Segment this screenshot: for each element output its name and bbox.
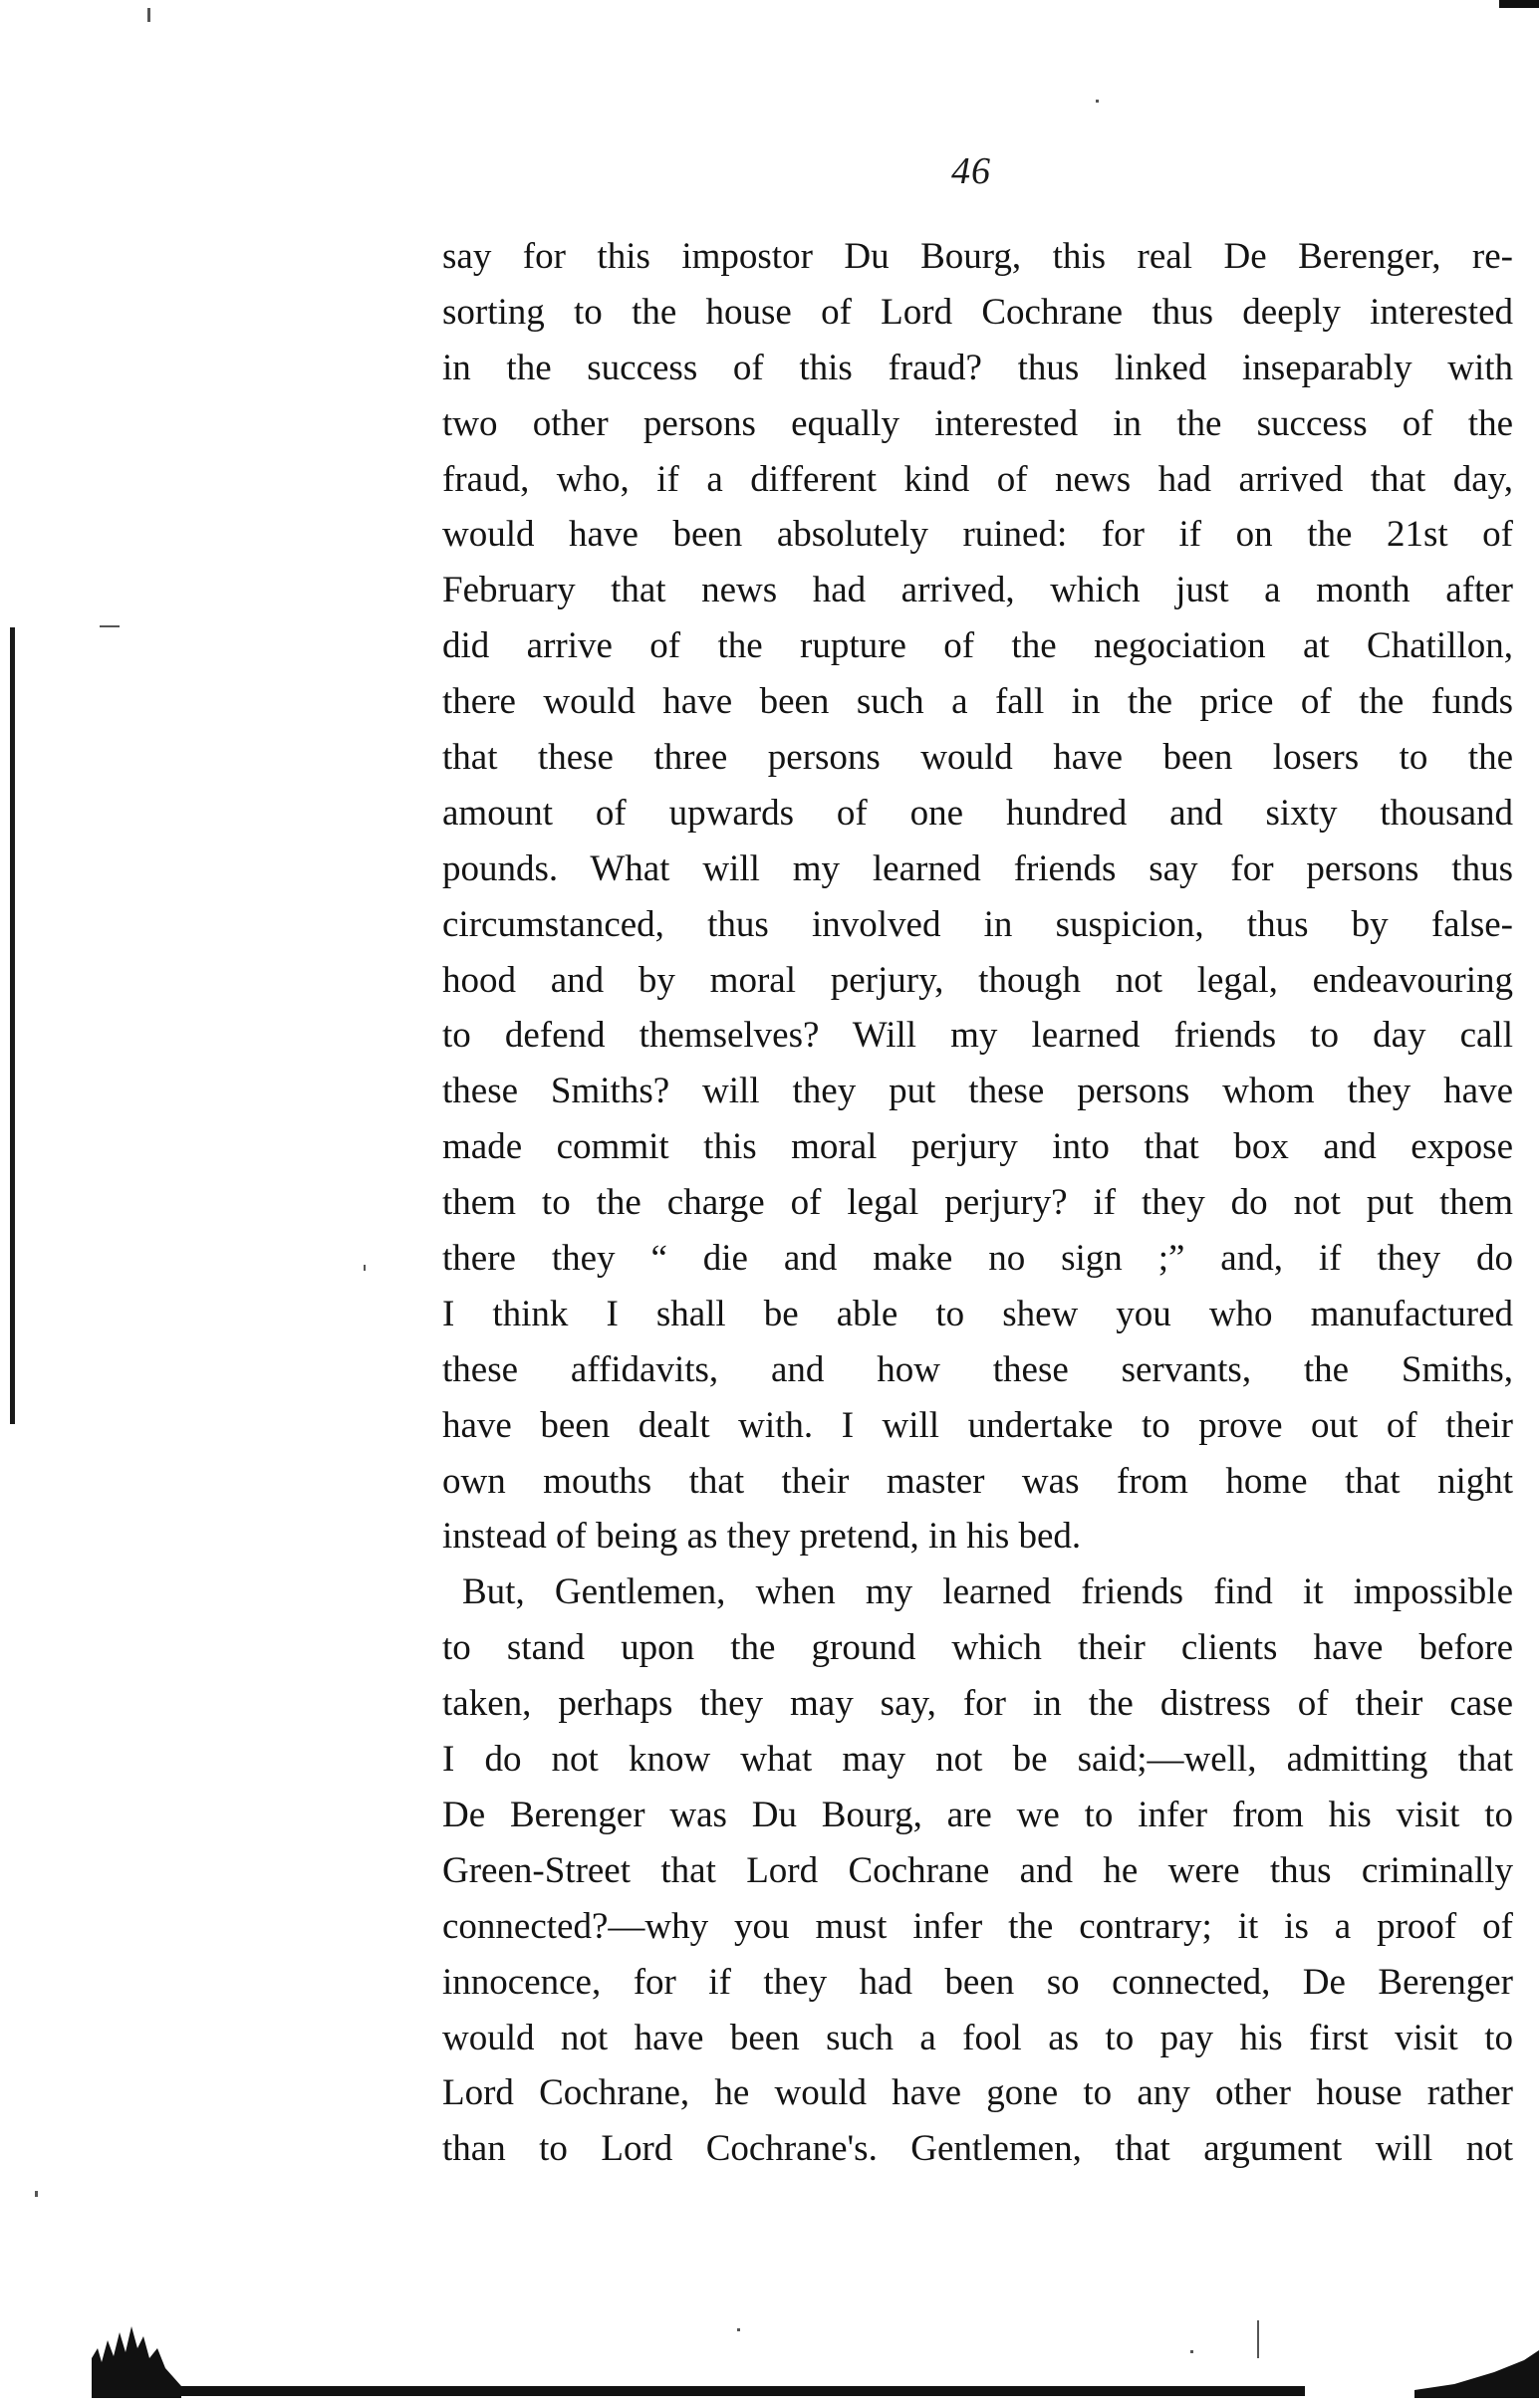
text-line: February that news had arrived, which just a month after: [442, 570, 1513, 611]
text-line: would not have been such a fool as to pay his first visit to: [442, 2017, 1513, 2058]
scan-speck: [364, 1265, 366, 1271]
text-line: fraud, who, if a different kind of news had arrived that day,: [442, 458, 1513, 500]
text-line: I do not know what may not be said;—well, admitting that: [442, 1739, 1513, 1781]
text-line: instead of being as they pretend, in his bed.: [442, 1516, 1082, 1558]
scan-speck: [35, 2191, 38, 2197]
text-line: there would have been such a fall in the price of the funds: [442, 681, 1513, 723]
text-line: Green-Street that Lord Cochrane and he were thus criminally: [442, 1849, 1513, 1891]
text-line: But, Gentlemen, when my learned friends find it impossible: [462, 1571, 1513, 1613]
scan-speck: [1257, 2320, 1259, 2358]
text-line: would have been absolutely ruined: for if on the 21st of: [442, 514, 1513, 556]
text-line: Lord Cochrane, he would have gone to any other house rather: [442, 2072, 1513, 2114]
text-line: these affidavits, and how these servants, the Smiths,: [442, 1348, 1513, 1390]
text-line: hood and by moral perjury, though not legal, endeavouring: [442, 959, 1513, 1001]
text-line: made commit this moral perjury into that box and expose: [442, 1126, 1513, 1168]
text-line: to stand upon the ground which their clients have before: [442, 1627, 1513, 1669]
text-line: amount of upwards of one hundred and sixty thousand: [442, 792, 1513, 834]
text-line: sorting to the house of Lord Cochrane thus deeply interested: [442, 291, 1513, 333]
text-line: have been dealt with. I will undertake to prove out of their: [442, 1404, 1513, 1446]
text-line: two other persons equally interested in the success of the: [442, 402, 1513, 444]
text-line: De Berenger was Du Bourg, are we to infer from his visit to: [442, 1794, 1513, 1835]
margin-rule: [10, 627, 15, 1424]
body-text: [442, 229, 1513, 2177]
text-line: say for this impostor Du Bourg, this real De Berenger, re-: [442, 236, 1513, 277]
text-line: own mouths that their master was from home that night: [442, 1460, 1513, 1502]
page-number: 46: [951, 150, 991, 192]
text-line: them to the charge of legal perjury? if they do not put them: [442, 1182, 1513, 1224]
text-line: innocence, for if they had been so connected, De Berenger: [442, 1961, 1513, 2003]
text-line: pounds. What will my learned friends say for persons thus: [442, 847, 1513, 889]
scan-corner-mark: [1499, 0, 1539, 8]
text-line: than to Lord Cochrane's. Gentlemen, that argument will not: [442, 2128, 1513, 2170]
scan-speck: [737, 2328, 740, 2331]
scan-speck: [1096, 100, 1099, 103]
scan-speck: [100, 625, 120, 627]
text-line: in the success of this fraud? thus linked inseparably with: [442, 347, 1513, 388]
text-line: did arrive of the rupture of the negociation at Chatillon,: [442, 625, 1513, 667]
text-line: taken, perhaps they may say, for in the distress of their case: [442, 1683, 1513, 1725]
ink-blot-right: [1414, 2350, 1539, 2398]
text-line: circumstanced, thus involved in suspicion, thus by false-: [442, 903, 1513, 945]
text-line: I think I shall be able to shew you who manufactured: [442, 1293, 1513, 1334]
text-line: to defend themselves? Will my learned friends to day call: [442, 1015, 1513, 1057]
text-line: these Smiths? will they put these persons whom they have: [442, 1071, 1513, 1112]
text-line: that these three persons would have been losers to the: [442, 737, 1513, 779]
scan-speck: [1190, 2350, 1193, 2353]
bottom-shadow-bar: [120, 2386, 1305, 2396]
text-line: there they “ die and make no sign ;” and, if they do: [442, 1238, 1513, 1280]
text-line: connected?—why you must infer the contrary; it is a proof of: [442, 1905, 1513, 1947]
scan-speck: [147, 8, 150, 22]
